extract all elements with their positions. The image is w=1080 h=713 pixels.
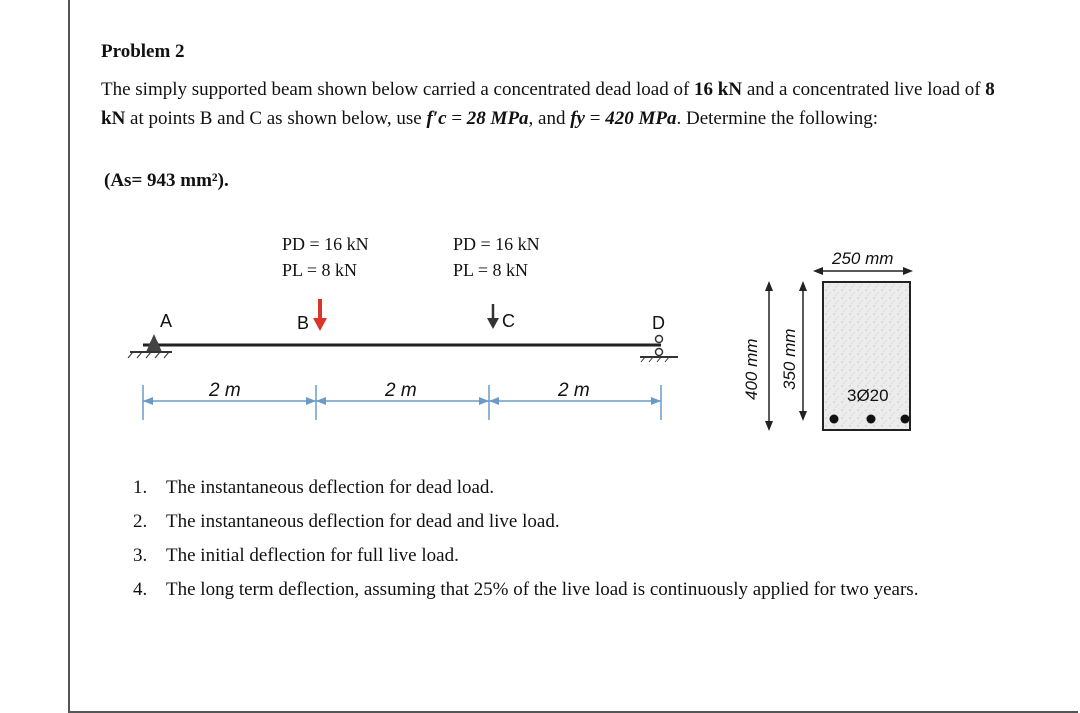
list-item: 3. The initial deflection for full live load. xyxy=(133,545,459,566)
list-item: 4. The long term deflection, assuming that 25% of the live load is continuously applied for two years. xyxy=(133,579,919,600)
load-arrow-b-icon xyxy=(313,299,327,331)
load-c-live: PL = 8 kN xyxy=(453,260,528,280)
rebar-label: 3Ø20 xyxy=(847,386,889,405)
beam-cross-section xyxy=(823,282,910,430)
load-arrow-c-icon xyxy=(487,304,499,329)
section-depth-label: 350 mm xyxy=(780,328,799,390)
section-height-label: 400 mm xyxy=(742,338,761,400)
load-b-dead: PD = 16 kN xyxy=(282,234,369,254)
point-a-label: A xyxy=(160,311,173,331)
given-steel-area: (As= 943 mm²). xyxy=(104,170,229,191)
point-b-label: B xyxy=(297,313,310,333)
load-c-labels xyxy=(453,229,540,285)
rebar-icon xyxy=(830,415,839,424)
load-b-live: PL = 8 kN xyxy=(282,260,357,280)
rebar-icon xyxy=(901,415,910,424)
list-item: 2. The instantaneous deflection for dead and live load. xyxy=(133,511,560,532)
section-width-label: 250 mm xyxy=(832,249,894,268)
span-cd-label: 2 m xyxy=(558,380,590,401)
load-c-dead: PD = 16 kN xyxy=(453,234,540,254)
span-ab-label: 2 m xyxy=(209,380,241,401)
rebar-icon xyxy=(867,415,876,424)
problem-statement: The simply supported beam shown below carried a concentrated dead load of 16 kN and a concentrated live load of 8 kN at points B and C as shown below, use f′c = 28 MPa, and fy = 420 MPa. Determine the following: xyxy=(101,79,995,129)
question-list xyxy=(133,476,1013,612)
section-depth-dimension xyxy=(799,281,807,421)
problem-title: Problem 2 xyxy=(101,41,185,62)
point-d-label: D xyxy=(652,313,665,333)
load-b-labels xyxy=(282,229,369,285)
point-c-label: C xyxy=(502,311,515,331)
support-d-roller-icon xyxy=(640,336,678,363)
span-bc-label: 2 m xyxy=(385,380,417,401)
list-item: 1. The instantaneous deflection for dead load. xyxy=(133,477,495,498)
section-height-dimension xyxy=(765,281,773,431)
